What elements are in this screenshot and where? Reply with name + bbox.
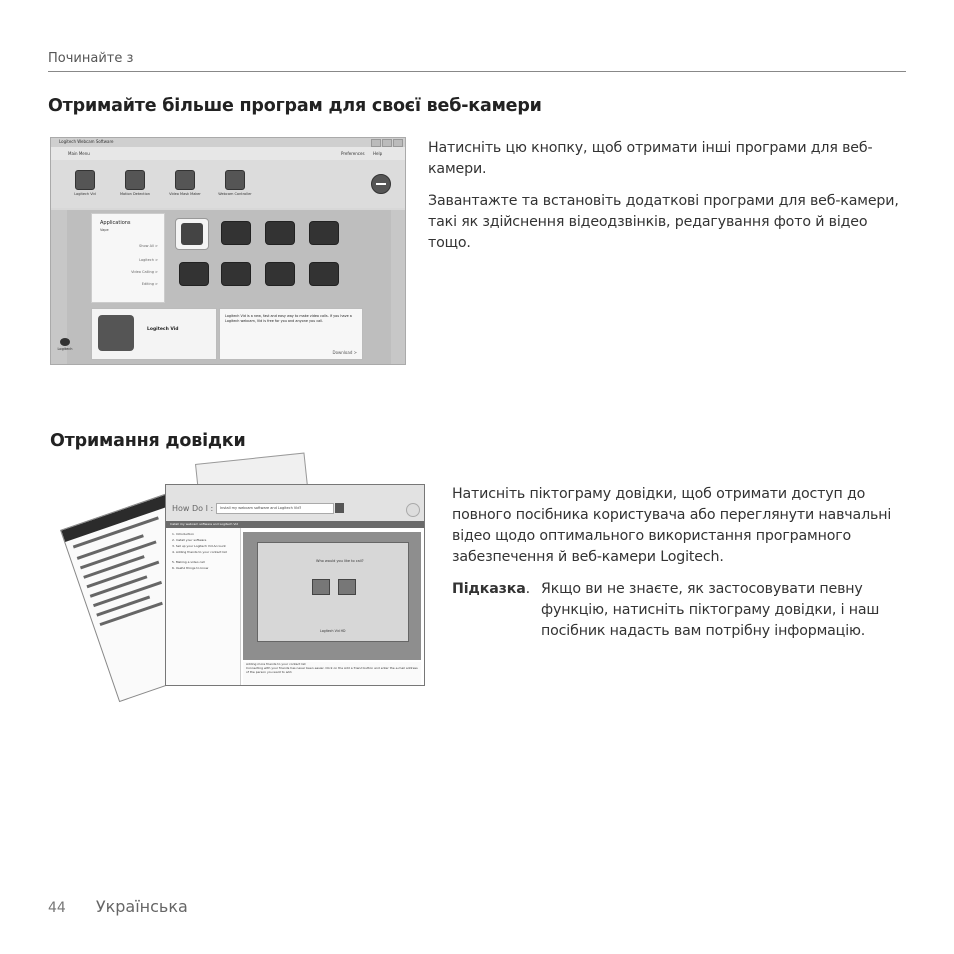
applications-panel bbox=[91, 213, 165, 303]
apps-paragraph-1: Натисніть цю кнопку, щоб отримати інші програми для веб-камери. bbox=[428, 140, 873, 177]
window-toolbar bbox=[51, 147, 405, 160]
section-header-label: Починайте з bbox=[48, 51, 134, 66]
help-section-title: Отримання довідки bbox=[50, 431, 246, 451]
apps-section-title: Отримайте більше програм для своєї веб-камери bbox=[48, 96, 542, 116]
close-icon bbox=[393, 139, 403, 147]
tip-label: Підказка. bbox=[452, 581, 531, 597]
panel-link: Editing > bbox=[141, 282, 158, 286]
controller-icon bbox=[225, 170, 245, 190]
vid-avatar-icon bbox=[98, 315, 134, 351]
logitech-logo: Logitech bbox=[54, 338, 76, 351]
help-tab-bar: Install my webcam software and Logitech Vid bbox=[166, 521, 424, 528]
help-paragraph: Натисніть піктограму довідки, щоб отримати доступ до повного посібника користувача або переглянути навчальні відео щодо оптимального використання програмного забезпечення й веб-камери Logitech. bbox=[452, 486, 892, 565]
panel-link: Logitech > bbox=[139, 258, 158, 262]
mask-icon bbox=[175, 170, 195, 190]
app-tile-camera bbox=[265, 221, 295, 245]
app-webcam-controller: Webcam Controller bbox=[215, 170, 255, 196]
page-number: 44 bbox=[48, 900, 66, 916]
help-link: Help bbox=[373, 151, 383, 156]
logitech-logo-icon bbox=[60, 338, 70, 346]
vid-card bbox=[91, 308, 217, 360]
help-topic-list: 1. Introduction 2. Install your software 3. Set up your Logitech Vid Account 4. Adding friends to your contact list 5. Making a video call 6. Useful things to know bbox=[166, 528, 241, 685]
motion-icon bbox=[125, 170, 145, 190]
help-home-icon bbox=[406, 503, 420, 517]
tip-text: Якщо ви не знаєте, як застосовувати певну функцію, натисніть піктограму довідки, і наш посібник надасть вам потрібну інформацію. bbox=[541, 581, 880, 639]
vid-description: Logitech Vid is a new, fast and easy way to make video calls. If you have a Logitech webcam, Vid is free for you and anyone you call. Download > bbox=[219, 308, 363, 360]
preferences-link: Preferences bbox=[341, 151, 365, 156]
help-search-field: Install my webcam software and Logitech Vid? bbox=[216, 503, 334, 514]
maximize-icon bbox=[382, 139, 392, 147]
app-tile-skype bbox=[179, 262, 209, 286]
app-tile-puzzle bbox=[221, 262, 251, 286]
window-titlebar bbox=[51, 138, 405, 147]
app-tile-masks bbox=[309, 221, 339, 245]
panel-link: Show All > bbox=[139, 244, 158, 248]
footer-language: Українська bbox=[95, 897, 188, 916]
panel-title: Applications bbox=[100, 220, 131, 226]
header-divider bbox=[48, 71, 906, 72]
help-screenshot bbox=[60, 458, 430, 738]
app-tile-post bbox=[221, 221, 251, 245]
panel-subtitle: Vape bbox=[100, 228, 109, 232]
page-footer bbox=[48, 897, 188, 916]
window-title: Logitech Webcam Software bbox=[59, 139, 114, 144]
app-tile-tools bbox=[309, 262, 339, 286]
app-motion-detection: Motion Detection bbox=[115, 170, 155, 196]
get-more-apps-icon bbox=[371, 174, 391, 194]
tutorial-video: Who would you like to call? Logitech Vid HD bbox=[243, 532, 421, 660]
panel-link: Video Calling > bbox=[131, 270, 158, 274]
video-call-icon bbox=[312, 579, 330, 595]
phone-call-icon bbox=[338, 579, 356, 595]
main-menu-link: Main Menu bbox=[68, 151, 90, 156]
download-link: Download > bbox=[332, 350, 357, 355]
apps-paragraph-2: Завантажте та встановіть додаткові програми для веб-камери, такі як здійснення відеодзвінків, редагування фото й відео тощо. bbox=[428, 193, 899, 251]
app-tile-editor bbox=[265, 262, 295, 286]
dropdown-icon bbox=[335, 503, 344, 513]
video-caption: Adding more friends to your contact list Connecting with your friends has never been easier. Click on the Add a friend button and enter the e-mail address of the person you want to add. bbox=[243, 662, 421, 685]
vid-card-name: Logitech Vid bbox=[147, 327, 179, 332]
app-video-mask-maker: Video Mask Maker bbox=[165, 170, 205, 196]
app-logitech-vid: Logitech Vid bbox=[65, 170, 105, 196]
how-do-i-label: How Do I : bbox=[172, 504, 214, 513]
minimize-icon bbox=[371, 139, 381, 147]
vid-icon bbox=[75, 170, 95, 190]
help-main-window bbox=[165, 484, 425, 686]
app-tile-vid bbox=[175, 218, 209, 250]
webcam-software-screenshot bbox=[50, 137, 406, 365]
